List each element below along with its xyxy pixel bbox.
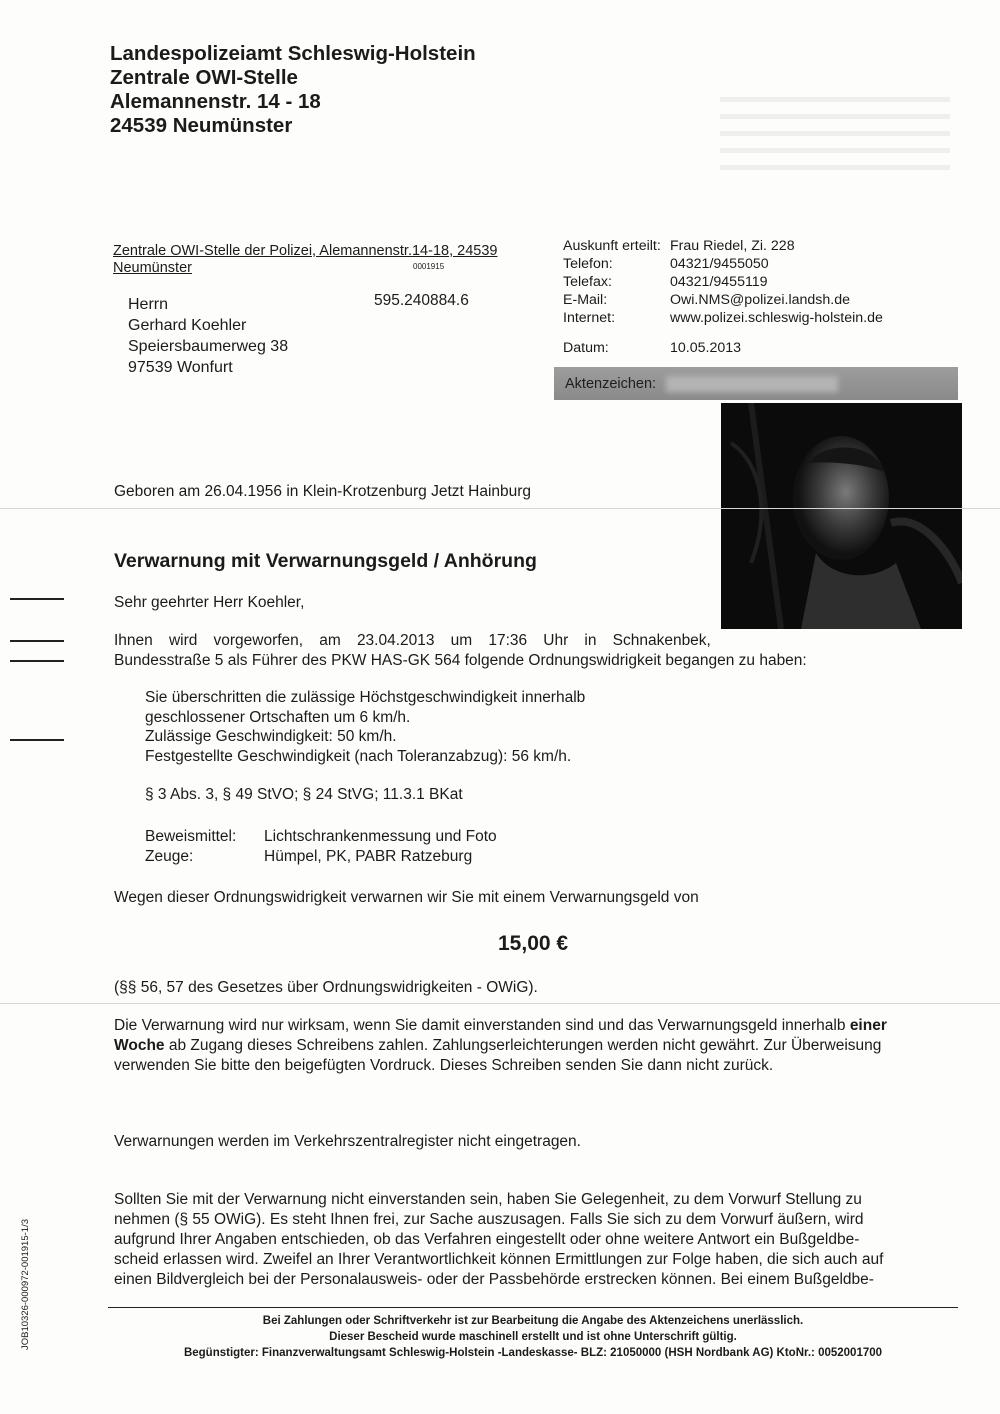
law-reference: (§§ 56, 57 des Gesetzes über Ordnungswidrigkeiten - OWiG). [114,979,538,996]
evidence-block [145,827,497,867]
speed-camera-photo [721,403,962,629]
para3-line3: aufgrund Ihrer Angaben entschieden, ob das Verfahren eingestellt oder ohne weitere Antwort ein Bußgeldbe- [114,1231,860,1248]
recipient-salutation: Herrn [128,296,169,313]
side-job-code: JOB10326-000972-001915-1/3 [20,1219,31,1350]
sender-address [110,42,476,138]
recipient-name: Gerhard Koehler [128,317,247,334]
subject-heading: Verwarnung mit Verwarnungsgeld / Anhörung [114,550,537,572]
punch-mark [10,739,64,741]
auskunft-label: Auskunft erteilt: [563,238,661,254]
salutation: Sehr geehrter Herr Koehler, [114,594,305,611]
telefax-label: Telefax: [563,274,612,290]
word: in [584,632,597,649]
para1-line2 [114,1036,964,1056]
datum-value: 10.05.2013 [670,340,742,356]
aktenzeichen-box [554,367,958,400]
show-through-text [720,85,950,175]
internet-value[interactable]: www.polizei.schleswig-holstein.de [670,310,883,326]
word: 17:36 [488,632,528,649]
word: wird [168,632,198,649]
text-run: Die Verwarnung wird nur wirksam, wenn Sie damit einverstanden sind und das Verwarnungsgeld innerhalb [114,1017,846,1034]
accusation-text [114,631,807,671]
beweis-label: Beweismittel: [145,828,237,845]
contact-block [563,237,883,357]
telefon-label: Telefon: [563,256,613,272]
sender-line: Alemannenstr. 14 - 18 [110,90,321,113]
word: 23.04.2013 [356,632,435,649]
internet-label: Internet: [563,310,616,326]
word: um [450,632,473,649]
legal-paragraphs: § 3 Abs. 3, § 49 StVO; § 24 StVG; 11.3.1 BKat [145,786,463,803]
para2-line: Verwarnungen werden im Verkehrszentralregister nicht eingetragen. [114,1133,581,1150]
zeuge-value: Hümpel, PK, PABR Ratzeburg [264,848,473,865]
word: Schnakenbek, [612,632,711,649]
recipient-address [128,294,288,378]
para3-line2: nehmen (§ 55 OWiG). Es steht Ihnen frei, zur Sache auszusagen. Falls Sie sich zu dem Vorwurf äußern, wird [114,1211,864,1228]
return-address [113,243,497,277]
fold-mark [10,660,64,662]
beweis-value: Lichtschrankenmessung und Foto [264,828,497,845]
accusation-line1 [114,631,711,651]
offense-line4: Festgestellte Geschwindigkeit (nach Toleranzabzug): 56 km/h. [145,747,572,765]
footer-line3: Begünstigter: Finanzverwaltungsamt Schleswig-Holstein -Landeskasse- BLZ: 21050000 (HSH Nordbank AG) KtoNr.: 0052001700 [183,1347,883,1359]
sender-line: Landespolizeiamt Schleswig-Holstein [110,42,476,65]
para3-line1: Sollten Sie mit der Verwarnung nicht einverstanden sein, haben Sie Gelegenheit, zu dem Vorwurf Stellung zu [114,1191,862,1208]
fold-line [0,1003,1000,1004]
reference-number: 595.240884.6 [374,292,469,309]
telefax-value: 04321/9455119 [670,274,768,290]
bold-text: einer [849,1017,887,1034]
para1-line3: verwenden Sie bitte den beigefügten Vordruck. Dieses Schreiben senden Sie dann nicht zurück. [114,1057,774,1074]
birth-info: Geboren am 26.04.1956 in Klein-Krotzenburg Jetzt Hainburg [114,483,532,500]
aktenzeichen-label: Aktenzeichen: [565,376,657,392]
return-address-line1: Zentrale OWI-Stelle der Polizei, Alemannenstr.14-18, 24539 [113,243,498,259]
fold-mark [10,640,64,642]
offense-description [145,688,585,766]
zeuge-label: Zeuge: [145,848,194,865]
document-code: 0001915 [413,262,445,271]
para1-line1 [114,1016,964,1036]
auskunft-value: Frau Riedel, Zi. 228 [670,238,795,254]
recipient-city: 97539 Wonfurt [128,359,233,376]
para3-line4: scheid erlassen wird. Zweifel an Ihrer Verantwortlichkeit können Ermittlungen zur Folge haben, die sich auch auf [114,1251,884,1268]
word: vorgeworfen, [213,632,304,649]
para3-line5: einen Bildvergleich bei der Personalausweis- oder der Passbehörde erstrecken können. Bei einem Bußgeldbe- [114,1271,874,1288]
driver-silhouette [721,403,962,629]
warning-statement: Wegen dieser Ordnungswidrigkeit verwarnen wir Sie mit einem Verwarnungsgeld von [114,889,699,906]
footer-line2: Dieser Bescheid wurde maschinell erstellt und ist ohne Unterschrift gültig. [329,1331,737,1343]
footer [108,1313,958,1361]
telefon-value: 04321/9455050 [670,256,769,272]
validity-paragraph [114,1016,964,1076]
offense-line3: Zulässige Geschwindigkeit: 50 km/h. [145,728,397,745]
return-address-line2: Neumünster [113,260,192,276]
email-value[interactable]: Owi.NMS@polizei.landsh.de [670,292,850,308]
datum-label: Datum: [563,340,609,356]
word: am [319,632,341,649]
bold-text: Woche [114,1037,165,1054]
sender-line: Zentrale OWI-Stelle [110,66,298,89]
word: Uhr [543,632,569,649]
fold-line [0,508,1000,509]
fine-amount: 15,00 € [498,932,569,955]
offense-line1: Sie überschritten die zulässige Höchstgeschwindigkeit innerhalb [145,689,586,706]
footer-line1: Bei Zahlungen oder Schriftverkehr ist zur Bearbeitung die Angabe des Aktenzeichens unerlässlich. [262,1315,804,1327]
text-run: ab Zugang dieses Schreibens zahlen. Zahlungserleichterungen werden nicht gewährt. Zur Überweisung [168,1037,882,1054]
fold-mark [10,598,64,600]
hearing-paragraph [114,1190,964,1290]
redacted-aktenzeichen [666,376,838,392]
email-label: E-Mail: [563,292,608,308]
word: Ihnen [114,632,153,649]
footer-divider [108,1307,958,1308]
sender-line: 24539 Neumünster [110,114,293,137]
accusation-line2: Bundesstraße 5 als Führer des PKW HAS-GK 564 folgende Ordnungswidrigkeit begangen zu haben: [114,652,807,669]
register-paragraph [114,1132,964,1152]
recipient-street: Speiersbaumerweg 38 [128,338,289,355]
offense-line2: geschlossener Ortschaften um 6 km/h. [145,708,411,726]
